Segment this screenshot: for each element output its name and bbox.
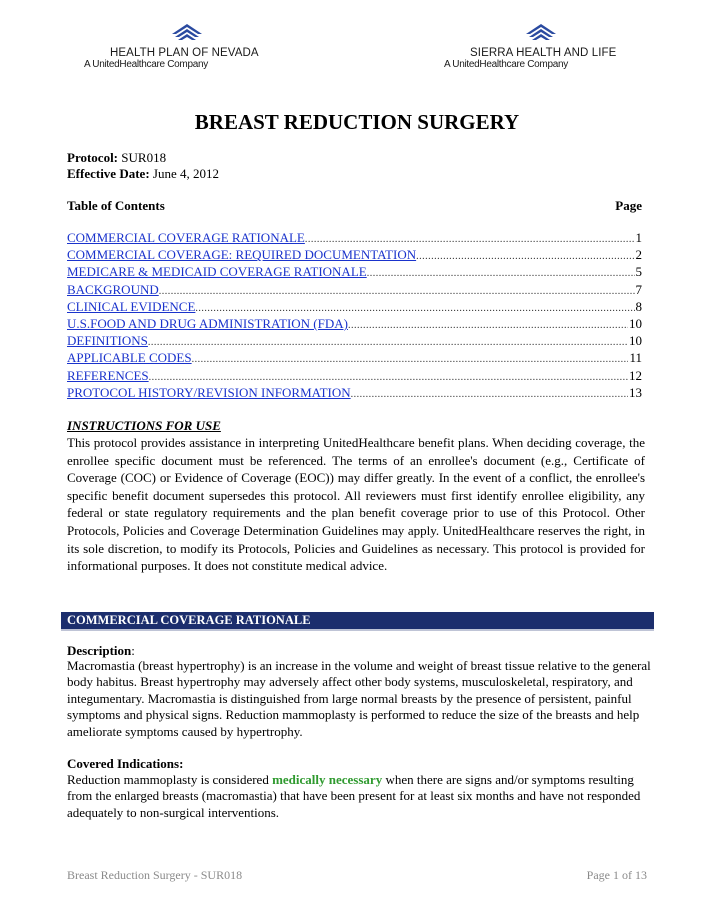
toc-title: Table of Contents — [67, 198, 165, 213]
description-colon: : — [131, 643, 135, 658]
section-header-bar — [61, 612, 654, 631]
logo-org-name: SIERRA HEALTH AND LIFE — [470, 47, 617, 59]
logo-subtitle: A UnitedHealthcare Company — [84, 59, 208, 70]
logo-org-name: HEALTH PLAN OF NEVADA — [110, 47, 259, 59]
toc-page-number: 12 — [629, 367, 642, 383]
toc-page-number: 11 — [629, 350, 642, 366]
protocol-meta — [67, 150, 219, 182]
toc-link-medicare-medicaid[interactable]: MEDICARE & MEDICAID COVERAGE RATIONALE — [67, 264, 367, 280]
effective-date-line — [67, 166, 219, 182]
instructions-heading: INSTRUCTIONS FOR USE — [67, 418, 221, 433]
toc-page-number: 5 — [635, 264, 642, 280]
toc-page-number: 1 — [635, 230, 642, 245]
toc-entry — [67, 264, 642, 281]
toc-leader — [159, 284, 635, 299]
footer-page-number: Page 1 of 13 — [586, 868, 647, 882]
toc-entry — [67, 368, 642, 385]
description-label: Description — [67, 643, 132, 658]
logo-subtitle: A UnitedHealthcare Company — [444, 59, 568, 70]
effective-date-value: June 4, 2012 — [149, 166, 219, 181]
toc-link-background[interactable]: BACKGROUND — [67, 281, 159, 297]
description-heading — [67, 643, 135, 659]
toc-page-number: 2 — [635, 247, 642, 263]
toc-page-number: 10 — [629, 333, 642, 349]
sierra-health-and-life-logo — [444, 20, 644, 70]
covered-indications-paragraph — [67, 772, 657, 821]
toc-leader — [195, 301, 634, 316]
toc-leader — [416, 249, 634, 264]
toc-leader — [149, 370, 628, 385]
toc-link-applicable-codes[interactable]: APPLICABLE CODES — [67, 350, 192, 366]
toc-leader — [148, 335, 628, 350]
toc-entry — [67, 299, 642, 316]
uhc-logo-icon — [170, 20, 204, 44]
toc-link-clinical-evidence[interactable]: CLINICAL EVIDENCE — [67, 298, 196, 314]
toc-link-commercial-coverage-rationale[interactable]: COMMERCIAL COVERAGE RATIONALE — [67, 230, 305, 245]
toc-link-required-documentation[interactable]: COMMERCIAL COVERAGE: REQUIRED DOCUMENTATION — [67, 247, 417, 263]
toc-leader — [367, 266, 635, 281]
section-header-label: COMMERCIAL COVERAGE RATIONALE — [67, 613, 311, 627]
document-title: BREAST REDUCTION SURGERY — [194, 110, 520, 134]
toc-leader — [192, 352, 629, 367]
toc-page-number: 8 — [635, 298, 642, 314]
toc-entry — [67, 230, 642, 247]
covered-text-start: Reduction mammoplasty is considered — [67, 772, 273, 787]
toc-entry — [67, 316, 642, 333]
table-of-contents — [67, 230, 642, 402]
covered-text-end: when there are signs and/or symptoms resulting from the enlarged breasts (macromastia) that have been present for at least six months and have not responded adequately to non-surgical interventions. — [67, 772, 641, 820]
toc-entry — [67, 350, 642, 367]
toc-page-number: 7 — [635, 281, 642, 297]
toc-link-definitions[interactable]: DEFINITIONS — [67, 333, 148, 349]
toc-entry — [67, 333, 642, 350]
health-plan-of-nevada-logo — [84, 20, 284, 70]
toc-page-heading: Page — [615, 198, 642, 213]
footer-document-name: Breast Reduction Surgery - SUR018 — [67, 868, 243, 882]
toc-entry — [67, 385, 642, 402]
toc-leader — [305, 232, 635, 247]
protocol-line — [67, 150, 219, 166]
uhc-logo-icon — [524, 20, 558, 44]
medically-necessary-highlight: medically necessary — [272, 772, 383, 787]
toc-link-protocol-history[interactable]: PROTOCOL HISTORY/REVISION INFORMATION — [67, 384, 351, 400]
protocol-label: Protocol: — [67, 150, 119, 165]
toc-heading — [67, 198, 642, 214]
toc-leader — [348, 318, 628, 333]
toc-leader — [351, 387, 628, 402]
description-paragraph: Macromastia (breast hypertrophy) is an increase in the volume and weight of breast tissue relative to the general body habitus. Breast hypertrophy may adversely affect other body systems, musculoskeletal, respiratory, and integumentary. Macromastia is distinguished from large normal breasts by the presence of persistent, painful symptoms and physical signs. Reduction mammoplasty is performed to reduce the size of the breasts and help ameliorate symptoms caused by hypertrophy. — [67, 658, 651, 739]
covered-indications-heading: Covered Indications: — [67, 756, 184, 771]
protocol-value: SUR018 — [118, 150, 167, 165]
toc-page-number: 10 — [629, 316, 642, 332]
toc-entry — [67, 282, 642, 299]
toc-link-references[interactable]: REFERENCES — [67, 367, 149, 383]
effective-date-label: Effective Date: — [67, 166, 150, 181]
toc-entry — [67, 247, 642, 264]
instructions-paragraph: This protocol provides assistance in interpreting UnitedHealthcare benefit plans. When deciding coverage, the enrollee specific document must be referenced. The terms of an enrollee's document (e.g., Certificate of Coverage (COC) or Evidence of Coverage (EOC)) may differ greatly. In the event of a conflict, the enrollee's specific benefit document supersedes this protocol. All reviewers must first identify enrollee eligibility, any federal or state regulatory requirements and the plan benefit coverage prior to use of this Protocol. Other Protocols, Policies and Coverage Determination Guidelines may apply. UnitedHealthcare reserves the right, in its sole discretion, to modify its Protocols, Policies and Guidelines as necessary. This protocol is provided for informational purposes. It does not constitute medical advice. — [67, 435, 645, 574]
toc-link-fda[interactable]: U.S.FOOD AND DRUG ADMINISTRATION (FDA) — [67, 316, 348, 332]
toc-page-number: 13 — [629, 384, 642, 400]
